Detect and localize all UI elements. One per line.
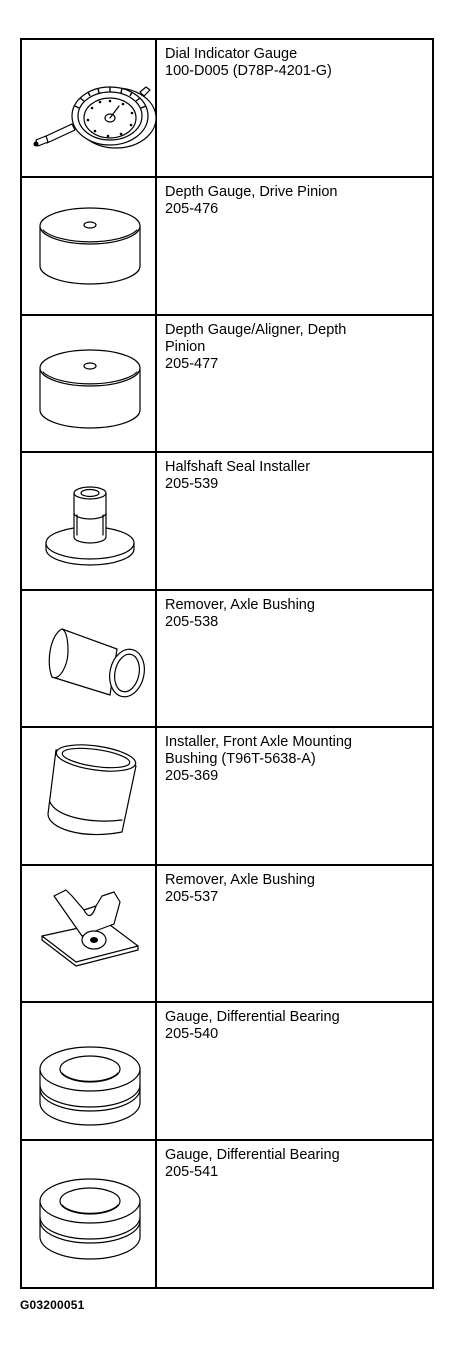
tool-name: Halfshaft Seal Installer: [165, 459, 311, 475]
tool-number: 205-540: [165, 1026, 219, 1042]
special-tools-table: [20, 38, 434, 1289]
tool-number: 205-476: [165, 201, 219, 217]
tool-name: Remover, Axle Bushing: [165, 597, 315, 613]
tool-description: [165, 597, 426, 631]
bushing-remover-bracket-icon: [22, 866, 157, 1001]
tool-image-cell: [22, 316, 157, 451]
tool-name: Gauge, Differential Bearing: [165, 1009, 340, 1025]
large-bushing-sleeve-icon: [22, 728, 157, 864]
tool-row: [22, 316, 432, 453]
tool-number: 205-369: [165, 768, 219, 784]
tool-description: [165, 872, 426, 906]
figure-id: G03200051: [20, 1298, 85, 1312]
tool-image-cell: [22, 453, 157, 589]
tool-image-cell: [22, 866, 157, 1001]
tool-number: 205-538: [165, 614, 219, 630]
tool-name: Dial Indicator Gauge: [165, 46, 298, 62]
tool-number: 205-539: [165, 476, 219, 492]
tool-number: 205-541: [165, 1164, 219, 1180]
tool-image-cell: [22, 1003, 157, 1139]
bearing-ring-gauge-icon: [22, 1141, 157, 1287]
tool-row: [22, 1141, 432, 1287]
tool-name-continued: Pinion: [165, 339, 206, 355]
tool-row: [22, 591, 432, 728]
tool-number: 100-D005 (D78P-4201-G): [165, 63, 332, 79]
tool-description: [165, 46, 426, 80]
tool-image-cell: [22, 40, 157, 176]
tool-description: [165, 322, 426, 373]
tool-row: [22, 178, 432, 316]
tool-description: [165, 1147, 426, 1181]
depth-gauge-disc-icon: [22, 178, 157, 314]
bearing-ring-gauge-icon: [22, 1003, 157, 1139]
tool-row: [22, 1003, 432, 1141]
dial-indicator-gauge-icon: [22, 40, 157, 176]
depth-gauge-aligner-icon: [22, 316, 157, 451]
tool-image-cell: [22, 591, 157, 726]
tool-row: [22, 40, 432, 178]
tool-name-continued: Bushing (T96T-5638-A): [165, 751, 316, 767]
tool-name: Depth Gauge, Drive Pinion: [165, 184, 338, 200]
bushing-sleeve-icon: [22, 591, 157, 726]
tool-description: [165, 459, 426, 493]
tool-image-cell: [22, 1141, 157, 1287]
tool-number: 205-537: [165, 889, 219, 905]
tool-row: [22, 728, 432, 866]
tool-name: Gauge, Differential Bearing: [165, 1147, 340, 1163]
seal-installer-icon: [22, 453, 157, 589]
tool-image-cell: [22, 728, 157, 864]
tool-number: 205-477: [165, 356, 219, 372]
tool-name: Remover, Axle Bushing: [165, 872, 315, 888]
tool-name: Installer, Front Axle Mounting: [165, 734, 352, 750]
tool-row: [22, 866, 432, 1003]
tool-row: [22, 453, 432, 591]
tool-name: Depth Gauge/Aligner, Depth: [165, 322, 347, 338]
tool-description: [165, 184, 426, 218]
tool-description: [165, 734, 426, 785]
tool-image-cell: [22, 178, 157, 314]
tool-description: [165, 1009, 426, 1043]
